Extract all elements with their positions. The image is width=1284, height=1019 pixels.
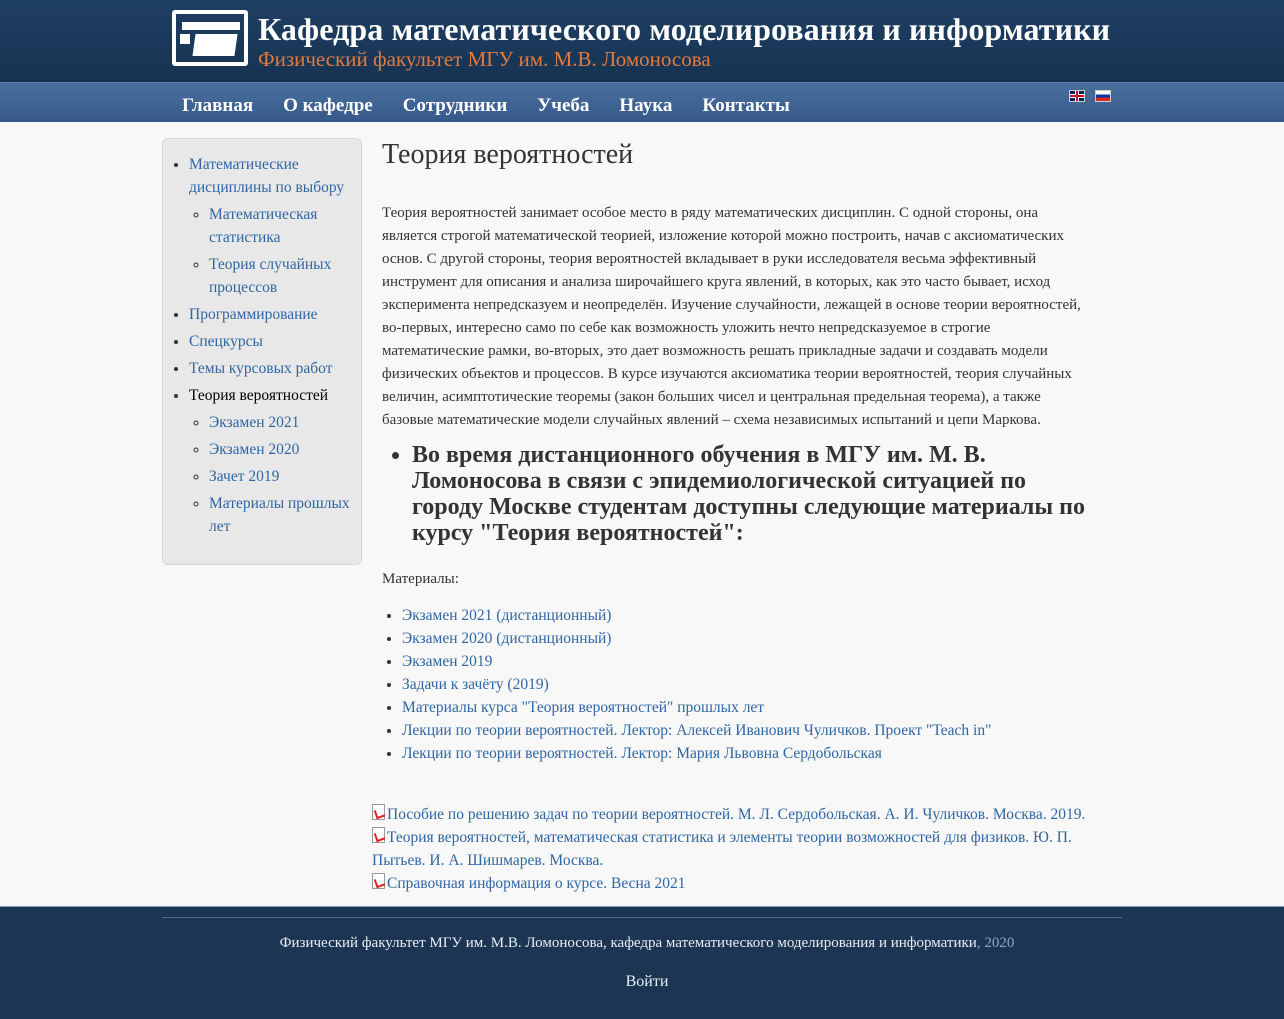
pdf-icon bbox=[372, 827, 385, 843]
list-item bbox=[402, 650, 1094, 673]
material-link-lectures-chulichkov[interactable]: Лекции по теории вероятностей. Лектор: Алексей Иванович Чуличков. Проект "Teach in" bbox=[402, 722, 992, 739]
announcement-heading: • Во время дистанционного обучения в МГУ им. М. В. Ломоносова в связи с эпидемиологической ситуацией по городу Москве студентам доступны следующие материалы по курсу "Теория вероятностей": bbox=[412, 442, 1094, 546]
pdf-icon bbox=[372, 873, 385, 889]
material-link-exam-2019[interactable]: Экзамен 2019 bbox=[402, 653, 493, 670]
language-switcher bbox=[1069, 90, 1111, 102]
pdf-icon bbox=[372, 804, 385, 820]
nav-item-home[interactable]: Главная bbox=[182, 95, 254, 116]
file-link-course-info[interactable]: Справочная информация о курсе. Весна 2021 bbox=[387, 875, 686, 892]
sidebar-item-coursework-topics[interactable]: Темы курсовых работ bbox=[189, 360, 333, 377]
nav-item-about[interactable]: О кафедре bbox=[283, 95, 373, 116]
list-item bbox=[402, 627, 1094, 650]
site-header bbox=[0, 0, 1284, 82]
footer-year: , 2020 bbox=[976, 935, 1015, 951]
nav-item-contacts[interactable]: Контакты bbox=[702, 95, 790, 116]
logo-mark-body bbox=[192, 34, 237, 56]
course-description: Теория вероятностей занимает особое место в ряду математических дисциплин. С одной стороны, она является строгой математической теорией, изложение которой можно построить, начав с аксиоматических основ. С другой стороны, теория вероятностей вкладывает в руки исследователя весьма эффективный инструмент для описания и анализа широчайшего круга явлений, в которых, как это часто бывает, исход эксперимента непредсказуем и неопределён. Изучение случайности, лежащей в основе теории вероятностей, во-первых, интересно само по себе как возможность уложить нечто непредсказуемое в строгие математические рамки, во-вторых, это дает возможность решать прикладные задачи и создавать модели физических объектов и процессов. В курсе изучаются аксиоматика теории вероятностей, теория случайных величин, асимптотические теоремы (закон больших чисел и центральная предельная теорема), а также базовые математические модели случайных явлений – схема независимых испытаний и цепи Маркова. bbox=[382, 205, 1081, 428]
sidebar-item-past-materials[interactable]: Материалы прошлых лет bbox=[209, 495, 350, 535]
nav-item-study[interactable]: Учеба bbox=[537, 95, 590, 116]
material-link-credit-tasks-2019[interactable]: Задачи к зачёту (2019) bbox=[402, 676, 549, 693]
sidebar-item-special-courses[interactable]: Спецкурсы bbox=[189, 333, 263, 350]
file-item bbox=[372, 872, 1102, 895]
ru-flag-icon[interactable] bbox=[1095, 90, 1111, 102]
file-link-problem-book[interactable]: Пособие по решению задач по теории вероятностей. М. Л. Сердобольская. А. И. Чуличков. Москва. 2019. bbox=[387, 806, 1086, 823]
materials-label: Материалы: bbox=[382, 571, 459, 587]
logo-mark-top bbox=[182, 22, 240, 30]
list-item bbox=[402, 696, 1094, 719]
site-name[interactable]: Кафедра математического моделирования и информатики bbox=[258, 11, 1111, 47]
main-menu bbox=[167, 83, 805, 123]
logo-mark-left bbox=[180, 34, 190, 44]
material-link-past-materials[interactable]: Материалы курса "Теория вероятностей" прошлых лет bbox=[402, 699, 765, 716]
sidebar-item-math-statistics[interactable]: Математическая статистика bbox=[209, 206, 318, 246]
sidebar-item-math-electives[interactable]: Математические дисциплины по выбору bbox=[189, 156, 345, 196]
announcement-list bbox=[382, 442, 1094, 546]
nav-item-staff[interactable]: Сотрудники bbox=[402, 95, 508, 116]
nav-item-science[interactable]: Наука bbox=[619, 95, 673, 116]
list-item bbox=[402, 673, 1094, 696]
sidebar-menu bbox=[162, 138, 362, 565]
list-item bbox=[402, 604, 1094, 627]
footer-credits bbox=[0, 935, 1284, 952]
sidebar-item-credit-2019[interactable]: Зачет 2019 bbox=[209, 468, 280, 485]
file-attachments bbox=[372, 803, 1102, 895]
page-title: Теория вероятностей bbox=[382, 139, 634, 170]
material-link-exam-2020[interactable]: Экзамен 2020 (дистанционный) bbox=[402, 630, 612, 647]
sidebar-item-programming[interactable]: Программирование bbox=[189, 306, 318, 323]
footer-divider bbox=[162, 917, 1122, 918]
sidebar-item-probability-theory[interactable]: Теория вероятностей bbox=[189, 387, 329, 404]
sidebar-item-exam-2020[interactable]: Экзамен 2020 bbox=[209, 441, 300, 458]
sidebar-item-exam-2021[interactable]: Экзамен 2021 bbox=[209, 414, 300, 431]
site-logo[interactable] bbox=[172, 10, 248, 66]
site-slogan: Физический факультет МГУ им. М.В. Ломоносова bbox=[258, 47, 711, 71]
login-link[interactable]: Войти bbox=[625, 973, 669, 990]
materials-list bbox=[382, 604, 1094, 765]
list-item bbox=[402, 719, 1094, 742]
main-content bbox=[382, 138, 1094, 765]
material-link-lectures-serdobolskaya[interactable]: Лекции по теории вероятностей. Лектор: Мария Львовна Сердобольская bbox=[402, 745, 882, 762]
material-link-exam-2021[interactable]: Экзамен 2021 (дистанционный) bbox=[402, 607, 612, 624]
list-item bbox=[402, 742, 1094, 765]
main-navigation bbox=[0, 82, 1284, 122]
file-link-pytiev-book[interactable]: Теория вероятностей, математическая статистика и элементы теории возможностей для физиков. Ю. П. Пытьев. И. А. Шишмарев. Москва. bbox=[372, 829, 1072, 869]
en-flag-icon[interactable] bbox=[1069, 90, 1085, 102]
site-footer bbox=[0, 906, 1284, 1019]
sidebar-item-random-processes[interactable]: Теория случайных процессов bbox=[209, 256, 332, 296]
file-item bbox=[372, 826, 1102, 872]
footer-credits-text: Физический факультет МГУ им. М.В. Ломоносова, кафедра математического моделирования и информатики bbox=[279, 935, 977, 951]
file-item bbox=[372, 803, 1102, 826]
